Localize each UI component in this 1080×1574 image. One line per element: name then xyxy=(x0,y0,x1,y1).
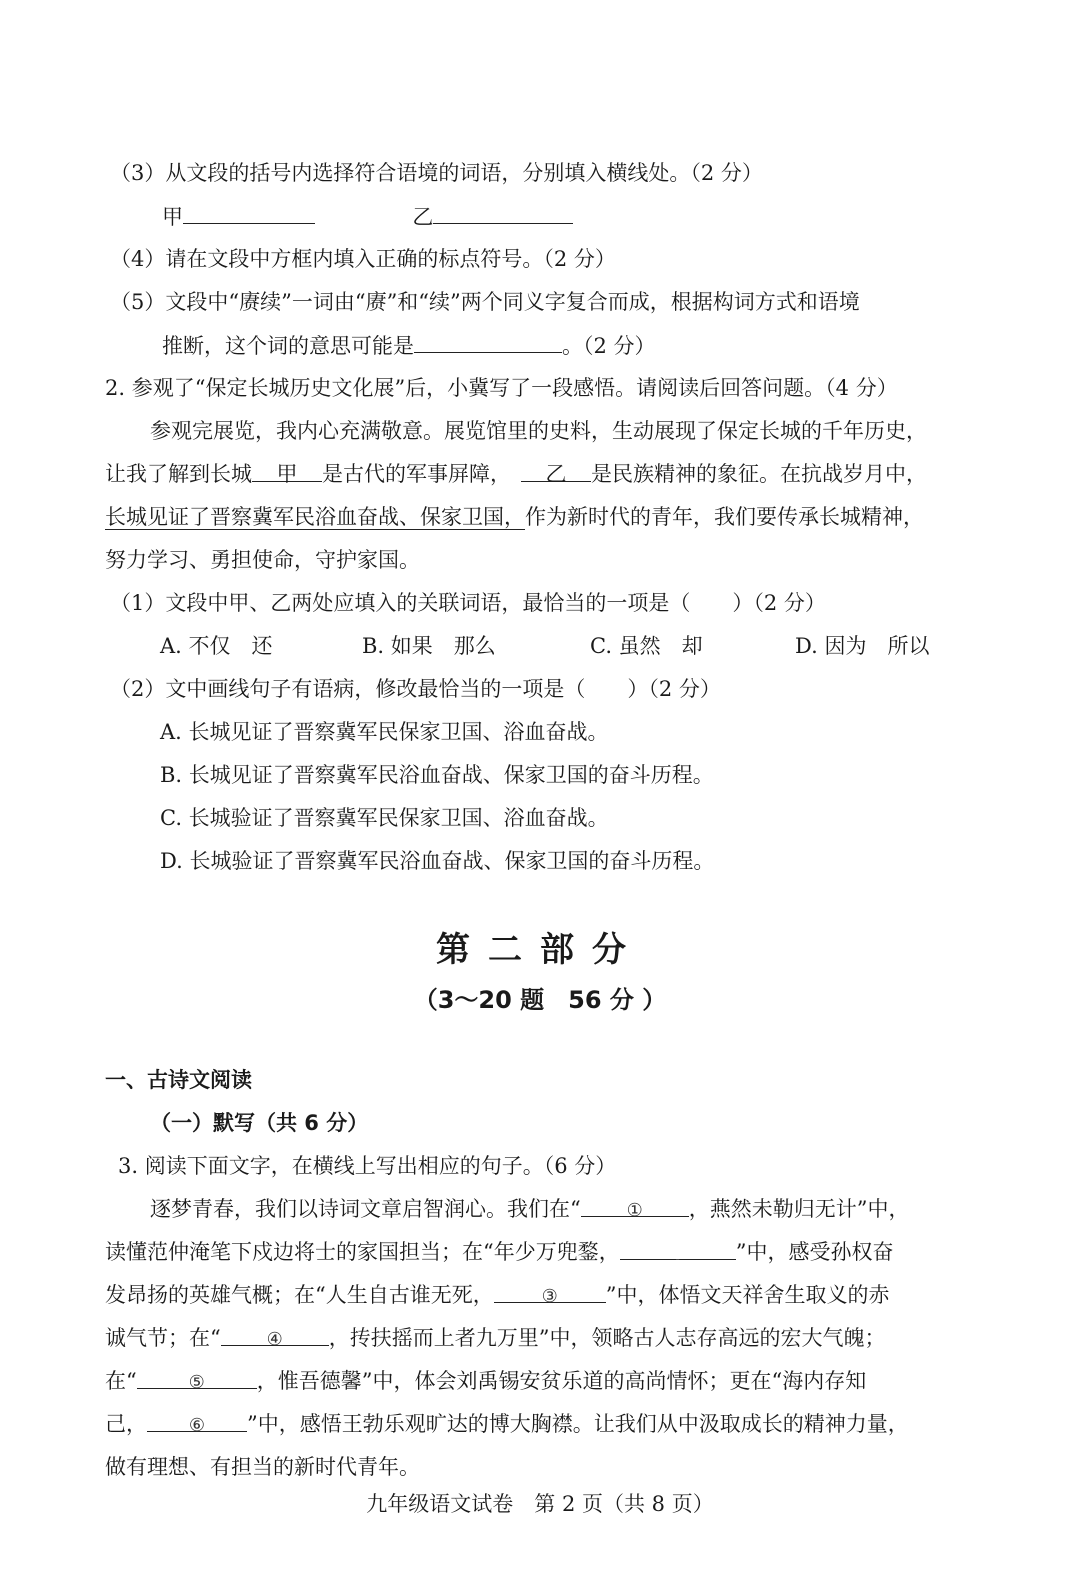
mark-5: ⑤ xyxy=(188,1372,205,1393)
blank-1[interactable] xyxy=(581,1194,689,1221)
q2-sub1: （1）文段中甲、乙两处应填入的关联词语，最恰当的一项是（ ）（2 分） xyxy=(110,591,826,615)
q3-line4 xyxy=(105,1323,885,1353)
l1-text-a: 逐梦青春，我们以诗词文章启智润心。我们在“ xyxy=(150,1197,581,1221)
yi-slot xyxy=(521,459,591,486)
q2-para-line4: 努力学习、勇担使命，守护家国。 xyxy=(105,548,420,572)
p2-text-c: 是民族精神的象征。在抗战岁月中， xyxy=(591,462,927,486)
l6-text-b: ”中，感悟王勃乐观旷达的博大胸襟。让我们从中汲取成长的精神力量， xyxy=(247,1412,909,1436)
section1-heading: 一、古诗文阅读 xyxy=(105,1068,252,1092)
q2-sub1-option-b[interactable]: B. 如果 那么 xyxy=(362,634,496,658)
q2-sub1-option-d[interactable]: D. 因为 所以 xyxy=(795,634,930,658)
sub5-text-end: 。（2 分） xyxy=(562,334,656,358)
q3-line2 xyxy=(105,1237,893,1267)
blank-6[interactable] xyxy=(147,1409,247,1436)
q1-sub3: （3）从文段的括号内选择符合语境的词语，分别填入横线处。（2 分） xyxy=(110,161,763,185)
q1-answer-row xyxy=(162,201,573,232)
l6-text-a: 己， xyxy=(105,1412,147,1436)
q2-para-line1: 参观完展览，我内心充满敬意。展览馆里的史料，生动展现了保定长城的千年历史， xyxy=(150,419,927,443)
q1-sub4: （4）请在文段中方框内填入正确的标点符号。（2 分） xyxy=(110,247,616,271)
yi-mark: 乙 xyxy=(545,462,567,486)
yi-blank[interactable] xyxy=(433,201,573,224)
part2-title: 第二部分 xyxy=(436,930,644,970)
blank-4[interactable] xyxy=(221,1323,329,1350)
q2-sub2: （2）文中画线句子有语病，修改最恰当的一项是（ ）（2 分） xyxy=(110,677,721,701)
mark-1: ① xyxy=(626,1200,643,1221)
l3-text-a: 发昂扬的英雄气概；在“人生自古谁无死， xyxy=(105,1283,494,1307)
jia-blank[interactable] xyxy=(183,201,315,224)
l4-text-a: 诚气节；在“ xyxy=(105,1326,221,1350)
page-footer: 九年级语文试卷 第 2 页（共 8 页） xyxy=(366,1492,714,1516)
q3-line5 xyxy=(105,1366,866,1396)
p3-rest: 作为新时代的青年，我们要传承长城精神， xyxy=(525,505,924,529)
section1-subheading: （一）默写（共 6 分） xyxy=(150,1111,369,1135)
q1-sub5-line2 xyxy=(162,330,656,361)
sub5-blank[interactable] xyxy=(414,330,562,353)
jia-label: 甲 xyxy=(162,205,183,229)
q3-line1 xyxy=(150,1194,909,1224)
underlined-sentence: 长城见证了晋察冀军民浴血奋战、保家卫国， xyxy=(105,505,525,529)
q2-sub2-option-c[interactable]: C. 长城验证了晋察冀军民保家卫国、浴血奋战。 xyxy=(160,806,609,830)
q3-line7: 做有理想、有担当的新时代青年。 xyxy=(105,1455,420,1479)
q2-stem: 2. 参观了“保定长城历史文化展”后，小冀写了一段感悟。请阅读后回答问题。（4 分） xyxy=(105,376,898,400)
l5-text-a: 在“ xyxy=(105,1369,137,1393)
q3-line3 xyxy=(105,1280,889,1310)
jia-slot xyxy=(252,459,322,486)
l4-text-b: ，抟扶摇而上者九万里”中，领略古人志存高远的宏大气魄； xyxy=(328,1326,886,1350)
jia-mark: 甲 xyxy=(276,462,298,486)
l2-text-b: ”中，感受孙权奋 xyxy=(735,1240,894,1264)
blank-2[interactable] xyxy=(620,1237,736,1264)
mark-4: ④ xyxy=(266,1329,283,1350)
part2-subtitle: （3～20 题 56 分 ） xyxy=(413,986,667,1014)
l3-text-b: ”中，体悟文天祥舍生取义的赤 xyxy=(605,1283,890,1307)
mark-2: ② xyxy=(669,1243,686,1264)
blank-5[interactable] xyxy=(137,1366,257,1393)
l2-text-a: 读懂范仲淹笔下戍边将士的家国担当；在“年少万兜鍪， xyxy=(105,1240,620,1264)
p2-text-a: 让我了解到长城 xyxy=(105,462,252,486)
mark-3: ③ xyxy=(541,1286,558,1307)
yi-label: 乙 xyxy=(412,205,434,229)
q2-sub1-option-c[interactable]: C. 虽然 却 xyxy=(590,634,703,658)
q3-stem: 3. 阅读下面文字，在横线上写出相应的句子。（6 分） xyxy=(118,1154,617,1178)
q1-sub5-line1: （5）文段中“赓续”一词由“赓”和“续”两个同义字复合而成，根据构词方式和语境 xyxy=(110,290,860,314)
p2-text-b: 是古代的军事屏障， xyxy=(322,462,511,486)
q2-para-line2 xyxy=(105,459,927,489)
q2-para-line3 xyxy=(105,502,924,532)
q2-sub1-option-a[interactable]: A. 不仅 还 xyxy=(160,634,273,658)
q2-sub2-option-a[interactable]: A. 长城见证了晋察冀军民保家卫国、浴血奋战。 xyxy=(160,720,609,744)
q3-line6 xyxy=(105,1409,909,1439)
q2-sub2-option-d[interactable]: D. 长城验证了晋察冀军民浴血奋战、保家卫国的奋斗历程。 xyxy=(160,849,715,873)
sub5-text: 推断，这个词的意思可能是 xyxy=(162,334,414,358)
l1-text-b: ，燕然未勒归无计”中， xyxy=(688,1197,910,1221)
q2-sub2-option-b[interactable]: B. 长城见证了晋察冀军民浴血奋战、保家卫国的奋斗历程。 xyxy=(160,763,714,787)
l5-text-b: ，惟吾德馨”中，体会刘禹锡安贫乐道的高尚情怀；更在“海内存知 xyxy=(256,1369,867,1393)
mark-6: ⑥ xyxy=(188,1415,206,1436)
blank-3[interactable] xyxy=(494,1280,606,1307)
